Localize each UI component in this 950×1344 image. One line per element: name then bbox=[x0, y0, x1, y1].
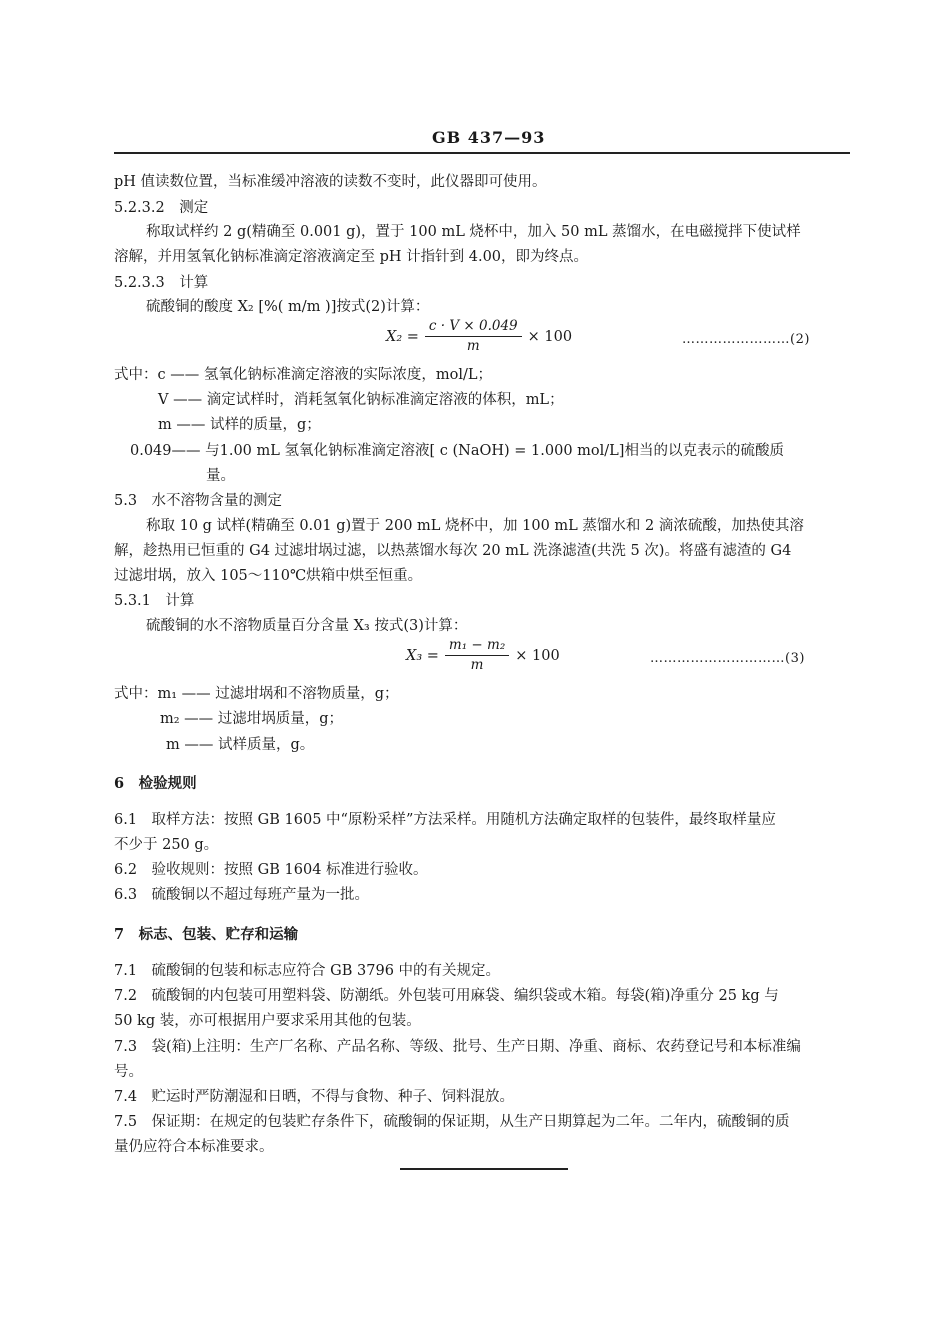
where-line: m₂ —— 过滤坩埚质量，g； bbox=[160, 711, 344, 727]
clause-7-3: 7.3 袋(箱)上注明：生产厂名称、产品名称、等级、批号、生产日期、净重、商标、农药登记号和本标准编 bbox=[114, 1039, 801, 1055]
section-5-2-3-2: 5.2.3.2 测定 bbox=[114, 200, 209, 216]
clause-7-2: 7.2 硫酸铜的内包装可用塑料袋、防潮纸。外包装可用麻袋、编织袋或木箱。每袋(箱)净重分 25 kg 与 bbox=[114, 988, 779, 1004]
section-6-heading: 6 检验规则 bbox=[114, 775, 197, 792]
fraction-denominator: m bbox=[466, 338, 480, 354]
clause-7-5: 7.5 保证期：在规定的包装贮存条件下，硫酸铜的保证期，从生产日期算起为二年。二年内，硫酸铜的质 bbox=[114, 1114, 790, 1130]
equation-number-3: …………………………(3) bbox=[650, 651, 805, 666]
where-line: m —— 试样的质量，g； bbox=[158, 417, 321, 433]
equation-fraction bbox=[425, 318, 522, 355]
text-line: 硫酸铜的水不溶物质量百分含量 X₃ 按式(3)计算： bbox=[146, 618, 468, 634]
where-line: 量。 bbox=[206, 468, 235, 484]
standard-code-header: GB 437—93 bbox=[432, 128, 546, 147]
where-line: 式中：m₁ —— 过滤坩埚和不溶物质量，g； bbox=[114, 686, 399, 702]
equation-tail: × 100 bbox=[515, 647, 560, 664]
where-line: 0.049—— 与1.00 mL 氢氧化钠标准滴定溶液[ c (NaOH) = 1.000 mol/L]相当的以克表示的硫酸质 bbox=[130, 443, 784, 459]
where-line: 式中：c —— 氢氧化钠标准滴定溶液的实际浓度，mol/L； bbox=[114, 367, 492, 383]
equation-lhs: X₂ = bbox=[386, 328, 419, 345]
equation-3 bbox=[406, 637, 560, 674]
clause-7-4: 7.4 贮运时严防潮湿和日晒，不得与食物、种子、饲料混放。 bbox=[114, 1089, 515, 1105]
text-line: 称取 10 g 试样(精确至 0.01 g)置于 200 mL 烧杯中，加 100 mL 蒸馏水和 2 滴浓硫酸，加热使其溶 bbox=[146, 518, 804, 534]
section-5-2-3-3: 5.2.3.3 计算 bbox=[114, 275, 209, 291]
equation-2 bbox=[386, 318, 572, 355]
clause-6-3: 6.3 硫酸铜以不超过每班产量为一批。 bbox=[114, 887, 370, 903]
clause-6-1-cont: 不少于 250 g。 bbox=[114, 837, 219, 853]
section-5-3: 5.3 水不溶物含量的测定 bbox=[114, 493, 283, 509]
equation-lhs: X₃ = bbox=[406, 647, 439, 664]
text-line: 硫酸铜的酸度 X₂ [%( m/m )]按式(2)计算： bbox=[146, 299, 430, 315]
where-line: V —— 滴定试样时，消耗氢氧化钠标准滴定溶液的体积，mL； bbox=[158, 392, 564, 408]
section-7-heading: 7 标志、包装、贮存和运输 bbox=[114, 926, 299, 943]
clause-7-3-cont: 号。 bbox=[114, 1064, 143, 1080]
end-rule bbox=[400, 1168, 568, 1170]
equation-number-2: ……………………(2) bbox=[682, 332, 810, 347]
clause-6-1: 6.1 取样方法：按照 GB 1605 中“原粉采样”方法采样。用随机方法确定取样的包装件，最终取样量应 bbox=[114, 812, 776, 828]
text-line: pH 值读数位置，当标准缓冲溶液的读数不变时，此仪器即可使用。 bbox=[114, 174, 547, 190]
clause-6-2: 6.2 验收规则：按照 GB 1604 标准进行验收。 bbox=[114, 862, 428, 878]
text-line: 溶解，并用氢氧化钠标准滴定溶液滴定至 pH 计指针到 4.00，即为终点。 bbox=[114, 249, 589, 265]
equation-fraction bbox=[445, 637, 509, 674]
text-line: 过滤坩埚，放入 105～110℃烘箱中烘至恒重。 bbox=[114, 568, 423, 584]
fraction-numerator: m₁ − m₂ bbox=[445, 637, 509, 656]
clause-7-5-cont: 量仍应符合本标准要求。 bbox=[114, 1139, 274, 1155]
where-line: m —— 试样质量，g。 bbox=[166, 737, 315, 753]
clause-7-2-cont: 50 kg 装，亦可根据用户要求采用其他的包装。 bbox=[114, 1013, 421, 1029]
section-5-3-1: 5.3.1 计算 bbox=[114, 593, 195, 609]
equation-tail: × 100 bbox=[527, 328, 573, 345]
text-line: 称取试样约 2 g(精确至 0.001 g)，置于 100 mL 烧杯中，加入 50 mL 蒸馏水，在电磁搅拌下使试样 bbox=[146, 224, 801, 240]
text-line: 解，趁热用已恒重的 G4 过滤坩埚过滤，以热蒸馏水每次 20 mL 洗涤滤渣(共洗 5 次)。将盛有滤渣的 G4 bbox=[114, 543, 792, 559]
clause-7-1: 7.1 硫酸铜的包装和标志应符合 GB 3796 中的有关规定。 bbox=[114, 963, 501, 979]
fraction-numerator: c · V × 0.049 bbox=[425, 318, 522, 337]
fraction-denominator: m bbox=[470, 657, 484, 673]
header-rule bbox=[114, 152, 850, 154]
